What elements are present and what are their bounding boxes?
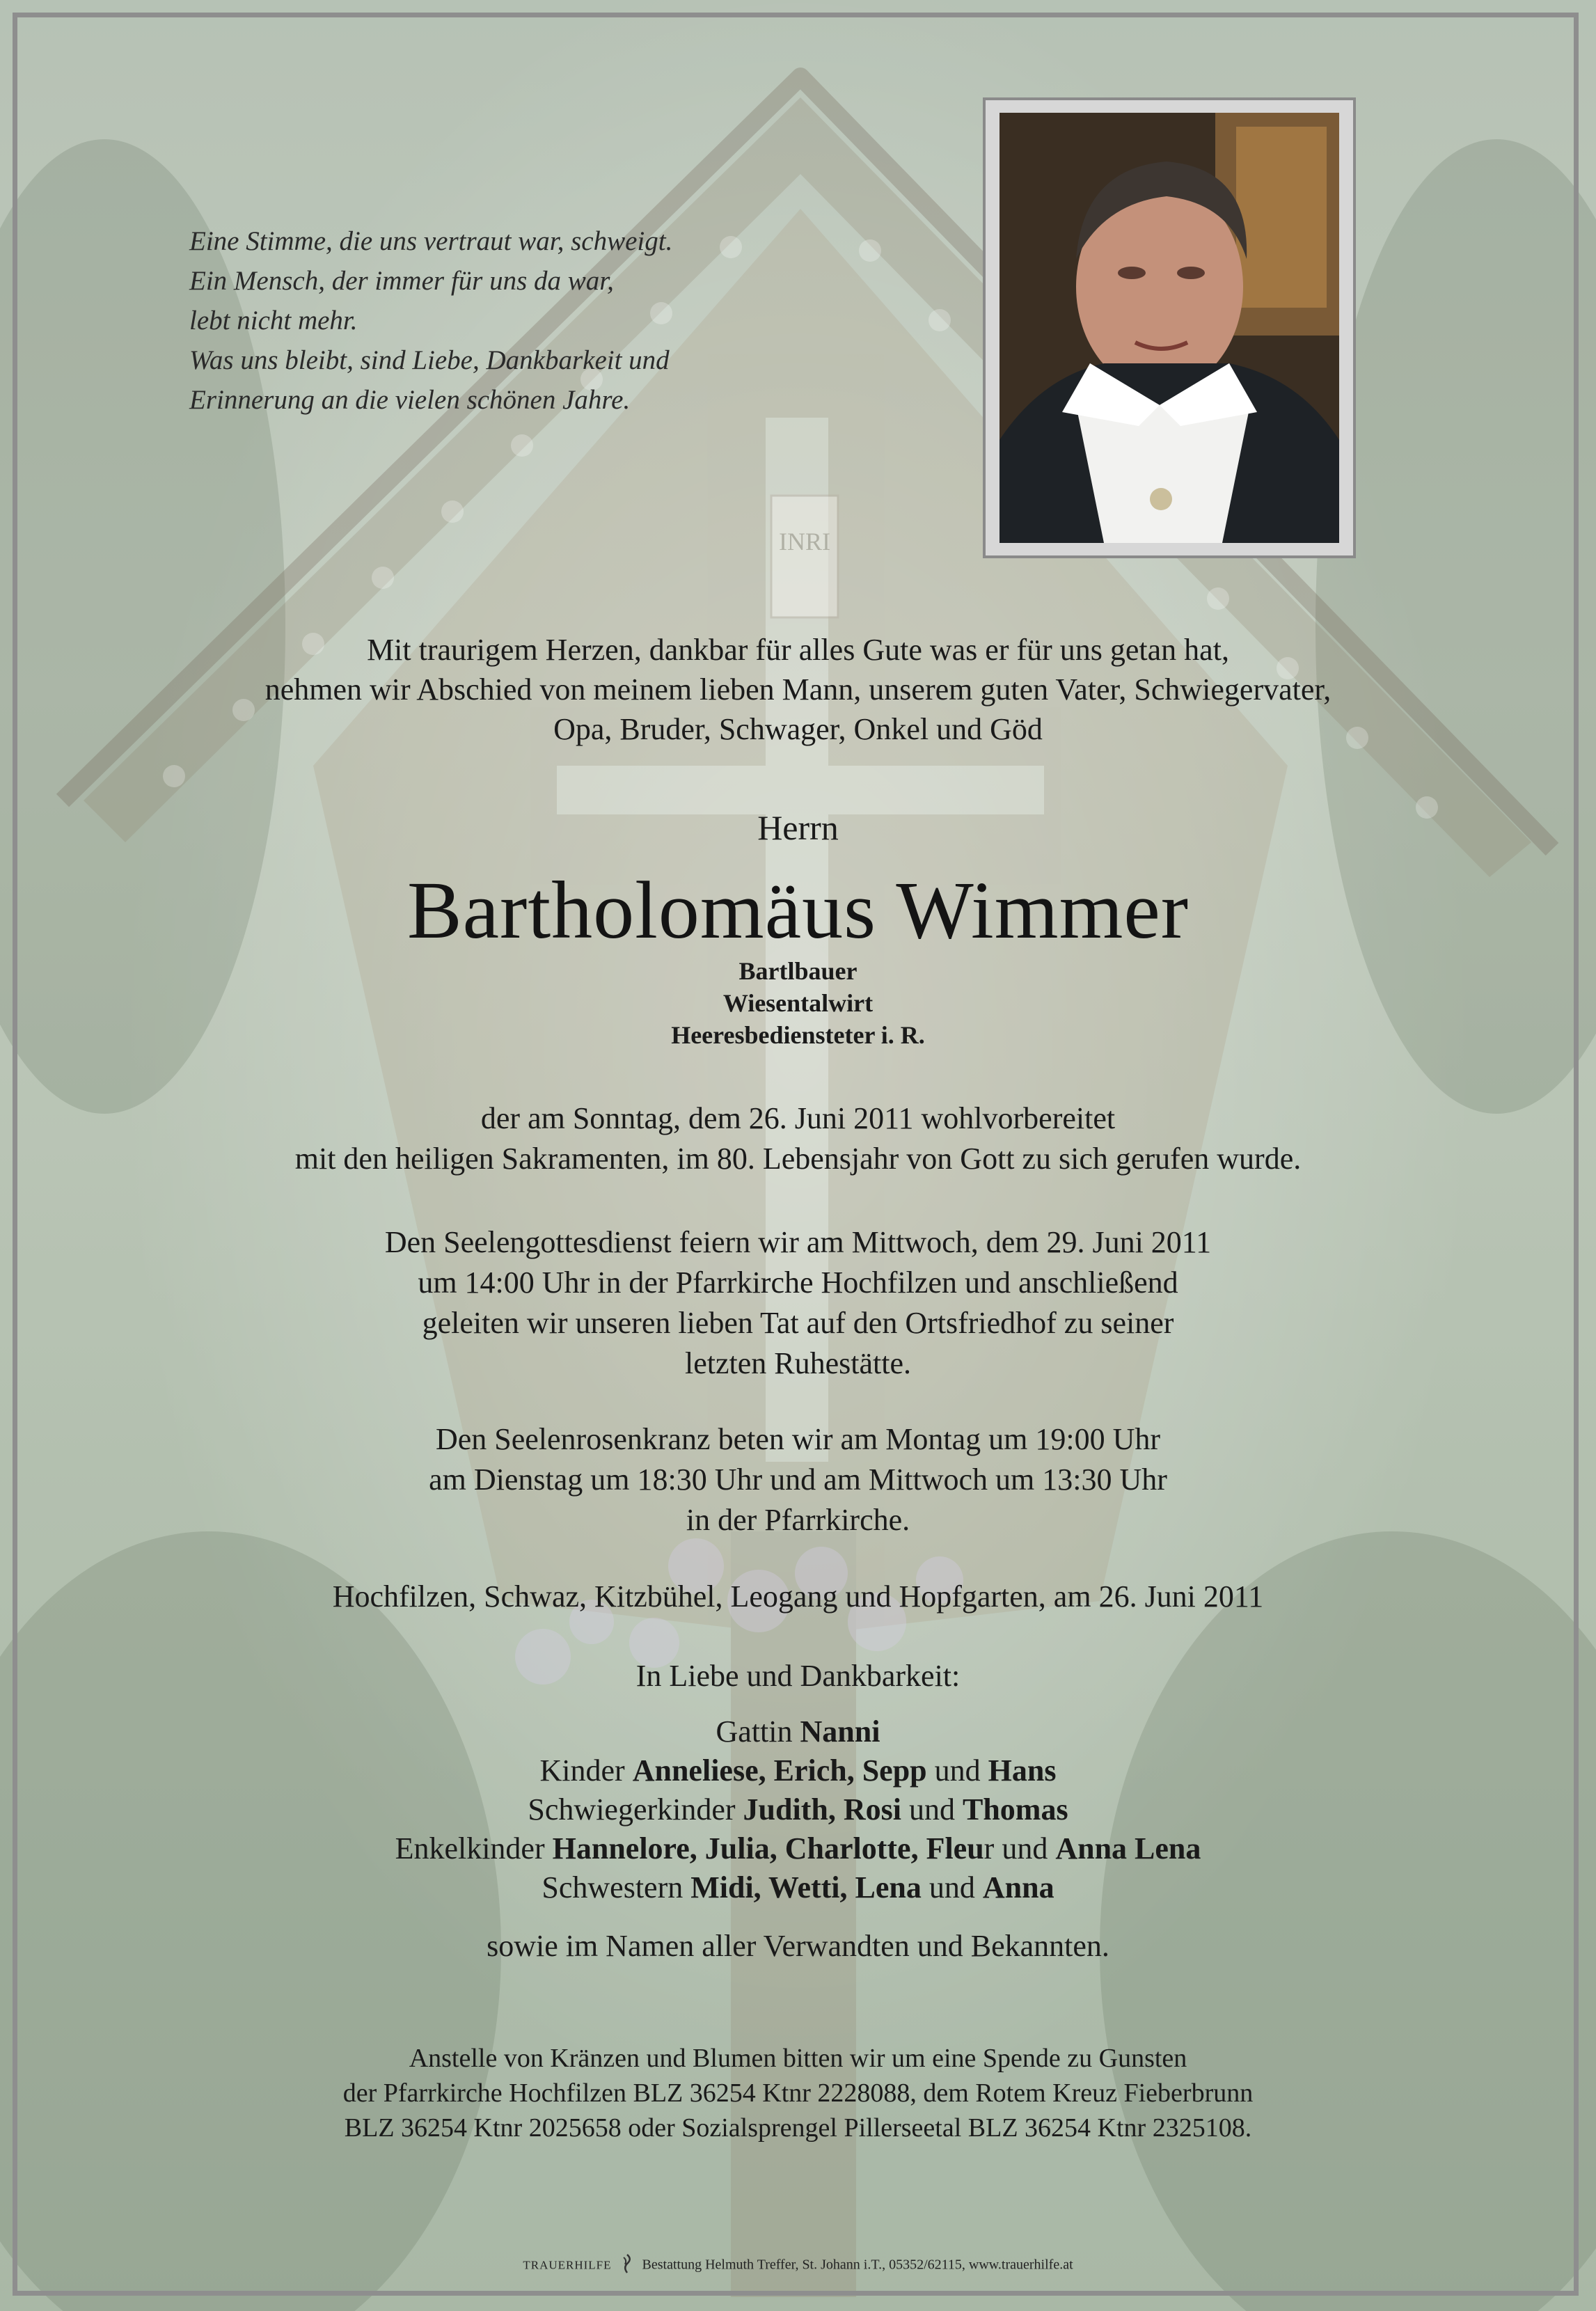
title-line: Wiesentalwirt — [722, 989, 874, 1017]
intro-text — [0, 630, 1596, 749]
family-names: Hans — [988, 1753, 1057, 1788]
footer-brand: TRAUERHILFE — [523, 2258, 612, 2272]
footer-text: Bestattung Helmuth Treffer, St. Johann i.T., 05352/62115, www.trauerhilfe.at — [642, 2257, 1073, 2273]
intro-line: nehmen wir Abschied von meinem lieben Mann, unserem guten Vater, Schwiegervater, — [264, 672, 1332, 707]
rosary-line: in der Pfarrkirche. — [686, 1503, 910, 1537]
service-line: um 14:00 Uhr in der Pfarrkirche Hochfilzen und anschließend — [418, 1265, 1178, 1300]
poem-line: Eine Stimme, die uns vertraut war, schweigt. — [189, 226, 673, 256]
rosary-line: Den Seelenrosenkranz beten wir am Montag um 19:00 Uhr — [435, 1422, 1161, 1456]
rosary-line: am Dienstag um 18:30 Uhr und am Mittwoch um 13:30 Uhr — [429, 1462, 1167, 1497]
trauerhilfe-logo-icon — [619, 2253, 635, 2278]
deceased-titles — [0, 955, 1596, 1051]
intro-line: Mit traurigem Herzen, dankbar für alles Gute was er für uns getan hat, — [367, 633, 1229, 667]
roof-trim-dot — [1207, 587, 1229, 610]
service-line: Den Seelengottesdienst feiern wir am Mittwoch, dem 29. Juni 2011 — [384, 1225, 1212, 1259]
family-connector: und — [926, 1753, 988, 1788]
death-line: der am Sonntag, dem 26. Juni 2011 wohlvorbereitet — [480, 1101, 1116, 1135]
rosary-times — [0, 1419, 1596, 1540]
place-date: Hochfilzen, Schwaz, Kitzbühel, Leogang und Hopfgarten, am 26. Juni 2011 — [332, 1579, 1264, 1614]
family-names: Judith, Rosi — [743, 1792, 901, 1827]
service-line: geleiten wir unseren lieben Tat auf den Ortsfriedhof zu seiner — [422, 1306, 1174, 1340]
donation-line: Anstelle von Kränzen und Blumen bitten wir um eine Spende zu Gunsten — [409, 2044, 1187, 2073]
poem-line: Erinnerung an die vielen schönen Jahre. — [189, 385, 631, 415]
roof-trim-dot — [441, 500, 464, 523]
poem-line: Was uns bleibt, sind Liebe, Dankbarkeit und — [189, 345, 670, 375]
family-names: Anna — [982, 1870, 1054, 1904]
footer — [0, 2253, 1596, 2278]
family-children — [0, 1751, 1596, 1790]
service-line: letzten Ruhestätte. — [685, 1346, 911, 1380]
roof-trim-dot — [372, 567, 394, 589]
roof-trim-dot — [163, 765, 185, 787]
poem-line: lebt nicht mehr. — [189, 306, 358, 336]
intro-line: Opa, Bruder, Schwager, Onkel und Göd — [553, 712, 1043, 746]
family-names: Midi, Wetti, Lena — [690, 1870, 922, 1904]
family-names: Thomas — [962, 1792, 1068, 1827]
deceased-name: Bartholomäus Wimmer — [406, 865, 1190, 956]
family-connector: r und — [983, 1831, 1056, 1866]
donation-line: BLZ 36254 Ktnr 2025658 oder Sozialsprengel Pillerseetal BLZ 36254 Ktnr 2325108. — [344, 2113, 1252, 2143]
death-line: mit den heiligen Sakramenten, im 80. Lebensjahr von Gott zu sich gerufen wurde. — [294, 1142, 1302, 1176]
roof-trim-dot — [859, 239, 881, 262]
memorial-poem — [189, 221, 816, 420]
family-names: Hannelore, Julia, Charlotte, Fleu — [552, 1831, 984, 1866]
death-notice — [0, 1098, 1596, 1179]
roof-trim-dot — [511, 434, 533, 457]
family-label: Schwiegerkinder — [528, 1792, 743, 1827]
family-connector: und — [921, 1870, 983, 1904]
family-connector: und — [901, 1792, 963, 1827]
inri-plaque-text: INRI — [779, 528, 830, 555]
family-names: Anneliese, Erich, Sepp — [632, 1753, 927, 1788]
family-sisters — [0, 1868, 1596, 1907]
family-grandchildren — [0, 1829, 1596, 1868]
family-label: Enkelkinder — [395, 1831, 553, 1866]
family-list — [0, 1712, 1596, 1907]
family-label: Kinder — [539, 1753, 633, 1788]
title-line: Bartlbauer — [738, 957, 858, 985]
donation-request — [0, 2041, 1596, 2145]
closing-line: sowie im Namen aller Verwandten und Bekannten. — [487, 1929, 1109, 1963]
thanks-heading: In Liebe und Dankbarkeit: — [635, 1659, 961, 1693]
donation-line: der Pfarrkirche Hochfilzen BLZ 36254 Ktnr 2228088, dem Rotem Kreuz Fieberbrunn — [342, 2079, 1254, 2108]
family-label: Gattin — [716, 1714, 800, 1749]
family-wife — [0, 1712, 1596, 1751]
family-names: Anna Lena — [1055, 1831, 1201, 1866]
family-in-laws — [0, 1790, 1596, 1829]
salutation: Herrn — [757, 808, 839, 847]
funeral-service — [0, 1222, 1596, 1384]
title-line: Heeresbediensteter i. R. — [671, 1021, 925, 1049]
family-names: Nanni — [800, 1714, 880, 1749]
portrait-image — [1000, 113, 1339, 543]
family-label: Schwestern — [542, 1870, 691, 1904]
portrait-photo — [983, 97, 1356, 558]
poem-line: Ein Mensch, der immer für uns da war, — [189, 266, 614, 296]
roof-trim-dot — [929, 309, 951, 331]
